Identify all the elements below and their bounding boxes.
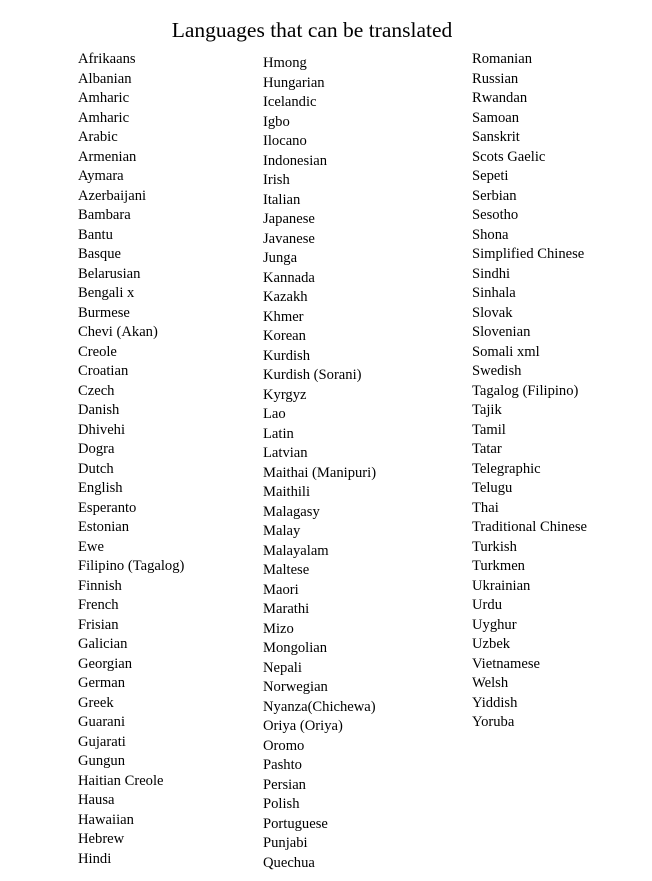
language-item: Japanese bbox=[263, 211, 315, 227]
language-item: Gungun bbox=[78, 753, 126, 769]
language-item: Guarani bbox=[78, 714, 126, 730]
language-item: Thai bbox=[472, 499, 499, 516]
language-item: Slovak bbox=[472, 304, 513, 321]
language-item: Rwandan bbox=[472, 90, 528, 106]
language-item: Pashto bbox=[263, 757, 302, 773]
language-item: Telugu bbox=[472, 480, 513, 496]
language-column-1 bbox=[78, 50, 184, 869]
language-item: Finnish bbox=[78, 577, 122, 594]
language-item: Punjabi bbox=[263, 835, 308, 851]
language-item: Maithai (Manipuri) bbox=[263, 464, 377, 481]
language-item: Sesotho bbox=[472, 207, 519, 223]
language-item: Dutch bbox=[78, 460, 114, 477]
language-item: Vietnamese bbox=[472, 655, 541, 672]
language-item: Igbo bbox=[263, 113, 290, 130]
language-item: Kazakh bbox=[263, 289, 308, 305]
language-item: Kannada bbox=[263, 269, 315, 286]
language-item: Armenian bbox=[78, 148, 137, 165]
language-item: Tagalog (Filipino) bbox=[472, 382, 579, 399]
language-item: Junga bbox=[263, 250, 298, 266]
language-item: Bengali x bbox=[78, 285, 135, 301]
language-item: Latin bbox=[263, 425, 294, 442]
language-item: Yiddish bbox=[472, 694, 518, 711]
language-item: Hindi bbox=[78, 850, 112, 867]
language-item: Georgian bbox=[78, 655, 133, 672]
language-item: Estonian bbox=[78, 519, 130, 535]
language-item: Quechua bbox=[263, 854, 315, 871]
language-item: Belarusian bbox=[78, 265, 141, 282]
language-item: Bantu bbox=[78, 226, 113, 243]
language-item: Bambara bbox=[78, 207, 131, 223]
language-item: Azerbaijani bbox=[78, 187, 147, 204]
language-item: Sinhala bbox=[472, 285, 516, 301]
language-item: Esperanto bbox=[78, 499, 137, 516]
language-item: Greek bbox=[78, 694, 114, 711]
language-item: Hungarian bbox=[263, 74, 325, 91]
language-item: Arabic bbox=[78, 129, 118, 145]
language-item: Welsh bbox=[472, 675, 509, 691]
language-item: Urdu bbox=[472, 597, 502, 613]
language-item: Hausa bbox=[78, 792, 115, 808]
language-item: German bbox=[78, 675, 126, 691]
language-item: Lao bbox=[263, 406, 286, 422]
language-item: Romanian bbox=[472, 51, 532, 67]
language-item: Malagasy bbox=[263, 503, 320, 520]
page-title: Languages that can be translated bbox=[171, 18, 453, 42]
language-item: Kurdish bbox=[263, 347, 311, 364]
language-item: Mongolian bbox=[263, 640, 328, 656]
language-item: Maori bbox=[263, 581, 299, 598]
language-item: Nyanza(Chichewa) bbox=[263, 698, 376, 715]
language-item: Kyrgyz bbox=[263, 386, 307, 403]
language-item: Afrikaans bbox=[78, 51, 136, 67]
language-item: Aymara bbox=[78, 168, 124, 184]
language-item: Malayalam bbox=[263, 542, 329, 559]
language-item: Frisian bbox=[78, 616, 119, 633]
language-item: Serbian bbox=[472, 187, 517, 204]
language-item: Galician bbox=[78, 636, 128, 652]
language-item: Haitian Creole bbox=[78, 772, 164, 789]
language-item: Tajik bbox=[472, 402, 502, 418]
language-item: Tatar bbox=[472, 441, 502, 457]
language-item: Tamil bbox=[472, 421, 506, 438]
language-item: Persian bbox=[263, 776, 306, 793]
language-item: Shona bbox=[472, 226, 509, 243]
language-item: Yoruba bbox=[472, 714, 515, 730]
language-item: Scots Gaelic bbox=[472, 148, 546, 165]
language-item: Danish bbox=[78, 402, 120, 418]
language-item: Oromo bbox=[263, 737, 305, 754]
language-item: Samoan bbox=[472, 109, 520, 126]
language-item: Amharic bbox=[78, 109, 130, 126]
language-item: Norwegian bbox=[263, 679, 328, 695]
language-item: Latvian bbox=[263, 445, 308, 461]
language-item: Portuguese bbox=[263, 815, 328, 832]
language-item: Hebrew bbox=[78, 831, 125, 847]
language-item: Turkmen bbox=[472, 558, 525, 574]
language-item: Maithili bbox=[263, 484, 311, 500]
language-item: Nepali bbox=[263, 659, 302, 676]
language-item: Croatian bbox=[78, 363, 129, 379]
language-column-3 bbox=[472, 50, 587, 733]
language-item: Sepeti bbox=[472, 168, 509, 184]
language-item: Turkish bbox=[472, 538, 517, 555]
language-item: Irish bbox=[263, 172, 290, 188]
language-item: Korean bbox=[263, 328, 306, 344]
language-item: Swedish bbox=[472, 363, 522, 379]
language-item: Creole bbox=[78, 343, 117, 360]
language-item: Ilocano bbox=[263, 133, 307, 149]
language-item: English bbox=[78, 480, 123, 496]
language-item: Marathi bbox=[263, 601, 310, 617]
language-item: Burmese bbox=[78, 304, 130, 321]
language-item: Icelandic bbox=[263, 94, 317, 110]
language-item: Chevi (Akan) bbox=[78, 324, 158, 340]
language-item: Dogra bbox=[78, 441, 115, 457]
language-item: Basque bbox=[78, 246, 121, 262]
language-item: Czech bbox=[78, 382, 115, 399]
language-item: Russian bbox=[472, 70, 519, 87]
language-item: Uyghur bbox=[472, 616, 517, 633]
language-item: Somali xml bbox=[472, 343, 540, 360]
language-item: Sanskrit bbox=[472, 129, 520, 145]
language-item: Hawaiian bbox=[78, 811, 134, 828]
language-item: Khmer bbox=[263, 308, 304, 325]
language-item: Albanian bbox=[78, 70, 132, 87]
language-item: Amharic bbox=[78, 90, 130, 106]
language-item: Malay bbox=[263, 523, 301, 539]
language-column-2 bbox=[263, 54, 376, 873]
language-item: Gujarati bbox=[78, 733, 126, 750]
language-item: Italian bbox=[263, 191, 301, 208]
language-item: Sindhi bbox=[472, 265, 511, 282]
language-item: Dhivehi bbox=[78, 421, 126, 438]
language-item: Mizo bbox=[263, 620, 294, 637]
language-item: Filipino (Tagalog) bbox=[78, 558, 185, 574]
language-item: Polish bbox=[263, 796, 300, 812]
language-item: Maltese bbox=[263, 562, 310, 578]
language-item: Traditional Chinese bbox=[472, 519, 587, 535]
language-item: Simplified Chinese bbox=[472, 246, 585, 262]
language-item: Slovenian bbox=[472, 324, 531, 340]
language-item: Oriya (Oriya) bbox=[263, 718, 343, 734]
language-item: Indonesian bbox=[263, 152, 328, 169]
language-item: Uzbek bbox=[472, 636, 511, 652]
language-item: Hmong bbox=[263, 55, 307, 71]
language-item: Ewe bbox=[78, 538, 104, 555]
language-item: Kurdish (Sorani) bbox=[263, 367, 362, 383]
language-item: Ukrainian bbox=[472, 577, 531, 594]
language-item: Javanese bbox=[263, 230, 315, 247]
language-item: Telegraphic bbox=[472, 460, 541, 477]
language-item: French bbox=[78, 597, 119, 613]
